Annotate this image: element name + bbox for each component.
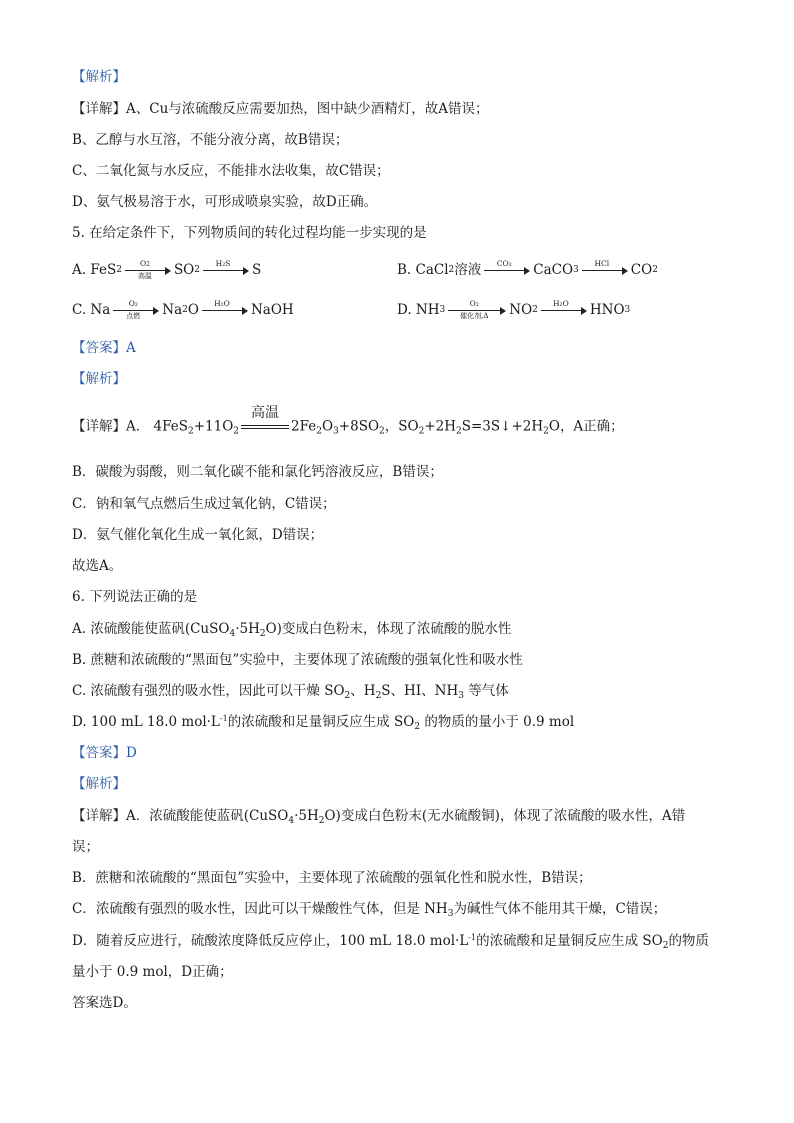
- q5-option-b-label: B. CaCl: [397, 262, 449, 278]
- q6-option-c-end: 等气体: [468, 683, 509, 699]
- q6-xiangjie-a-cont: 误；: [72, 839, 99, 855]
- arrow-condition-bottom: 催化剂,Δ: [460, 312, 489, 320]
- q6-option-a: A. 浓硫酸能使蓝矾$(CuSO_4\cdot 5H_2O)$变成白色粉末，体现了浓硫酸的脱水性: [72, 621, 512, 639]
- q4-xiangjie-d: D、氨气极易溶于水，可形成喷泉实验，故D正确。: [72, 194, 378, 210]
- q6-option-c-text: C. 浓硫酸有强烈的吸水性，因此可以干燥 SO: [72, 683, 345, 699]
- arrow-condition-top: H₂O: [553, 299, 569, 308]
- q6-option-c: C. 浓硫酸有强烈的吸水性，因此可以干燥 $SO_2$、$H_2S$、HI、$NH_3$ 等气体: [72, 683, 509, 701]
- q5-stem: 5. 在给定条件下，下列物质间的转化过程均能一步实现的是: [72, 225, 427, 241]
- q6-option-d-mid: 的浓硫酸和足量铜反应生成 SO: [227, 714, 415, 730]
- product: SO: [173, 262, 195, 278]
- product: NO: [509, 302, 533, 318]
- product: NaOH: [250, 302, 294, 318]
- reaction-condition: 高温: [251, 405, 280, 421]
- q5-conclusion: 故选A。: [72, 558, 123, 574]
- arrow-condition-top: O₂: [469, 299, 479, 308]
- q5-xiangjie-b: B．碳酸为弱酸，则二氧化碳不能和氯化钙溶液反应，B错误；: [72, 464, 443, 480]
- reaction-arrow: [541, 301, 587, 319]
- q6-jiexi-heading: 【解析】: [72, 776, 126, 792]
- product: Na: [162, 302, 183, 318]
- q6-xiangjie-c-text: C．浓硫酸有强烈的吸水性，因此可以干燥酸性气体，但是 NH: [72, 901, 448, 917]
- arrow-condition-top: HCl: [594, 259, 610, 268]
- reaction-arrow: [484, 261, 530, 279]
- q5-option-b: B. CaCl 2 溶液 CO₂ CaCO 3 HCl CO 2: [397, 259, 658, 278]
- q5-option-d: D. NH 3 O₂ 催化剂,Δ NO 2 H₂O HNO 3: [397, 299, 631, 320]
- q6-xiangjie-b: B．蔗糖和浓硫酸的“黑面包”实验中，主要体现了浓硫酸的强氧化性和脱水性，B错误；: [72, 870, 592, 886]
- q6-option-a-end: O)变成白色粉末，体现了浓硫酸的脱水性: [265, 621, 512, 637]
- q6-xiangjie-a-end: O)变成白色粉末(无水硫酸铜)，体现了浓硫酸的吸水性，A错: [324, 808, 686, 824]
- arrow-condition-top: O₂: [128, 299, 138, 308]
- q4-xiangjie-a: [72, 100, 489, 118]
- q5-option-c-label: C. Na: [72, 302, 111, 318]
- q5-xiangjie-a-end: ，A正确；: [559, 418, 624, 435]
- reaction-arrow: [582, 261, 628, 279]
- q6-xiangjie-d-cont: 量小于 0.9 mol，D正确；: [72, 964, 233, 980]
- q5-option-a: A. FeS 2 O2 高温 SO 2 H₂S S: [72, 259, 262, 280]
- q6-xiangjie-d-end: 的物质: [668, 933, 709, 949]
- product: HNO: [589, 302, 625, 318]
- q4-xiangjie-b: B、乙醇与水互溶，不能分液分离，故B错误；: [72, 132, 349, 148]
- q5-xiangjie-c: C．钠和氧气点燃后生成过氧化钠，C错误；: [72, 496, 336, 512]
- arrow-condition-bottom: 高温: [137, 272, 152, 280]
- reaction-arrow: [113, 301, 159, 319]
- q6-answer: 【答案】D: [72, 745, 137, 761]
- q6-option-d-end: 的物质的量小于 0.9 mol: [424, 714, 575, 730]
- xiangjie-label: 【详解】: [72, 101, 126, 117]
- reaction-arrow: [125, 261, 171, 279]
- arrow-condition-top: O2: [139, 259, 150, 268]
- reaction-arrow: [448, 301, 506, 319]
- equals-with-condition: [241, 405, 289, 437]
- q6-option-b: B. 蔗糖和浓硫酸的“黑面包”实验中，主要体现了浓硫酸的强氧化性和吸水性: [72, 652, 523, 668]
- product: CO: [630, 262, 653, 278]
- q5-xiangjie-d: D．氨气催化氧化生成一氧化氮，D错误；: [72, 527, 324, 543]
- q4-xiangjie-c: C、二氧化氮与水反应，不能排水法收集，故C错误；: [72, 163, 390, 179]
- arrow-condition-top: H₂S: [215, 259, 231, 268]
- xiangjie-label: 【详解】: [72, 418, 126, 435]
- q6-option-d-text: D. 100 mL 18.0 mol·L: [72, 714, 220, 730]
- q6-option-a-text: A. 浓硫酸能使蓝矾(CuSO: [72, 621, 230, 637]
- q6-xiangjie-d-mid: 的浓硫酸和足量铜反应生成 SO: [476, 933, 663, 949]
- q5-option-d-label: D. NH: [397, 302, 440, 318]
- q6-option-d: D. 100 mL 18.0 $mol\cdot L^{-1}$的浓硫酸和足量铜反应生成 $SO_2$ 的物质的量小于 0.9 mol: [72, 714, 575, 732]
- reaction-arrow: [202, 301, 248, 319]
- product: CaCO: [533, 262, 574, 278]
- xiangjie-label: 【详解】: [72, 808, 126, 824]
- q5-xiangjie-a: 【详解】A． $4FeS_2+11O_2$ 高温 $2Fe_2O_3+8SO_2$，$SO_2+2H_2S=3S↓+2H_2O$，A正确；: [72, 405, 624, 437]
- q5-answer: 【答案】A: [72, 340, 136, 356]
- q5-jiexi-heading: 【解析】: [72, 371, 126, 387]
- product: S: [252, 262, 262, 278]
- q4-xiangjie-a-text: A、Cu与浓硫酸反应需要加热，图中缺少酒精灯，故A错误；: [126, 101, 489, 117]
- q5-option-a-label: A. FeS: [72, 262, 117, 278]
- q6-xiangjie-d-text: D．随着反应进行，硫酸浓度降低反应停止，100 mL 18.0 mol·L: [72, 933, 469, 949]
- q6-xiangjie-a: 【详解】A．浓硫酸能使蓝矾$(CuSO_4\cdot 5H_2O)$变成白色粉末(无水硫酸铜)，体现了浓硫酸的吸水性，A错: [72, 808, 686, 826]
- q6-stem: 6. 下列说法正确的是: [72, 589, 198, 605]
- q6-xiangjie-d: D．随着反应进行，硫酸浓度降低反应停止，100 mL 18.0 $mol\cdot L^{-1}$的浓硫酸和足量铜反应生成 $SO_2$的物质: [72, 933, 709, 951]
- equation-start: A． 4FeS: [126, 418, 188, 435]
- q5-option-c: C. Na O₂ 点燃 Na 2 O H₂O NaOH: [72, 299, 294, 320]
- reactant-state: 溶液: [454, 262, 482, 278]
- arrow-condition-top: CO₂: [496, 259, 512, 268]
- q6-xiangjie-c: C．浓硫酸有强烈的吸水性，因此可以干燥酸性气体，但是 $NH_3$为碱性气体不能用其干燥，C错误；: [72, 901, 667, 919]
- q6-conclusion: 答案选D。: [72, 995, 137, 1011]
- arrow-condition-bottom: 点燃: [126, 312, 141, 320]
- reaction-arrow: [203, 261, 249, 279]
- q6-xiangjie-a-text: A．浓硫酸能使蓝矾(CuSO: [126, 808, 289, 824]
- product-part: O: [187, 302, 199, 318]
- q4-jiexi-heading: 【解析】: [72, 69, 126, 85]
- arrow-condition-top: H₂O: [214, 299, 230, 308]
- q6-xiangjie-c-end: 为碱性气体不能用其干燥，C错误；: [453, 901, 667, 917]
